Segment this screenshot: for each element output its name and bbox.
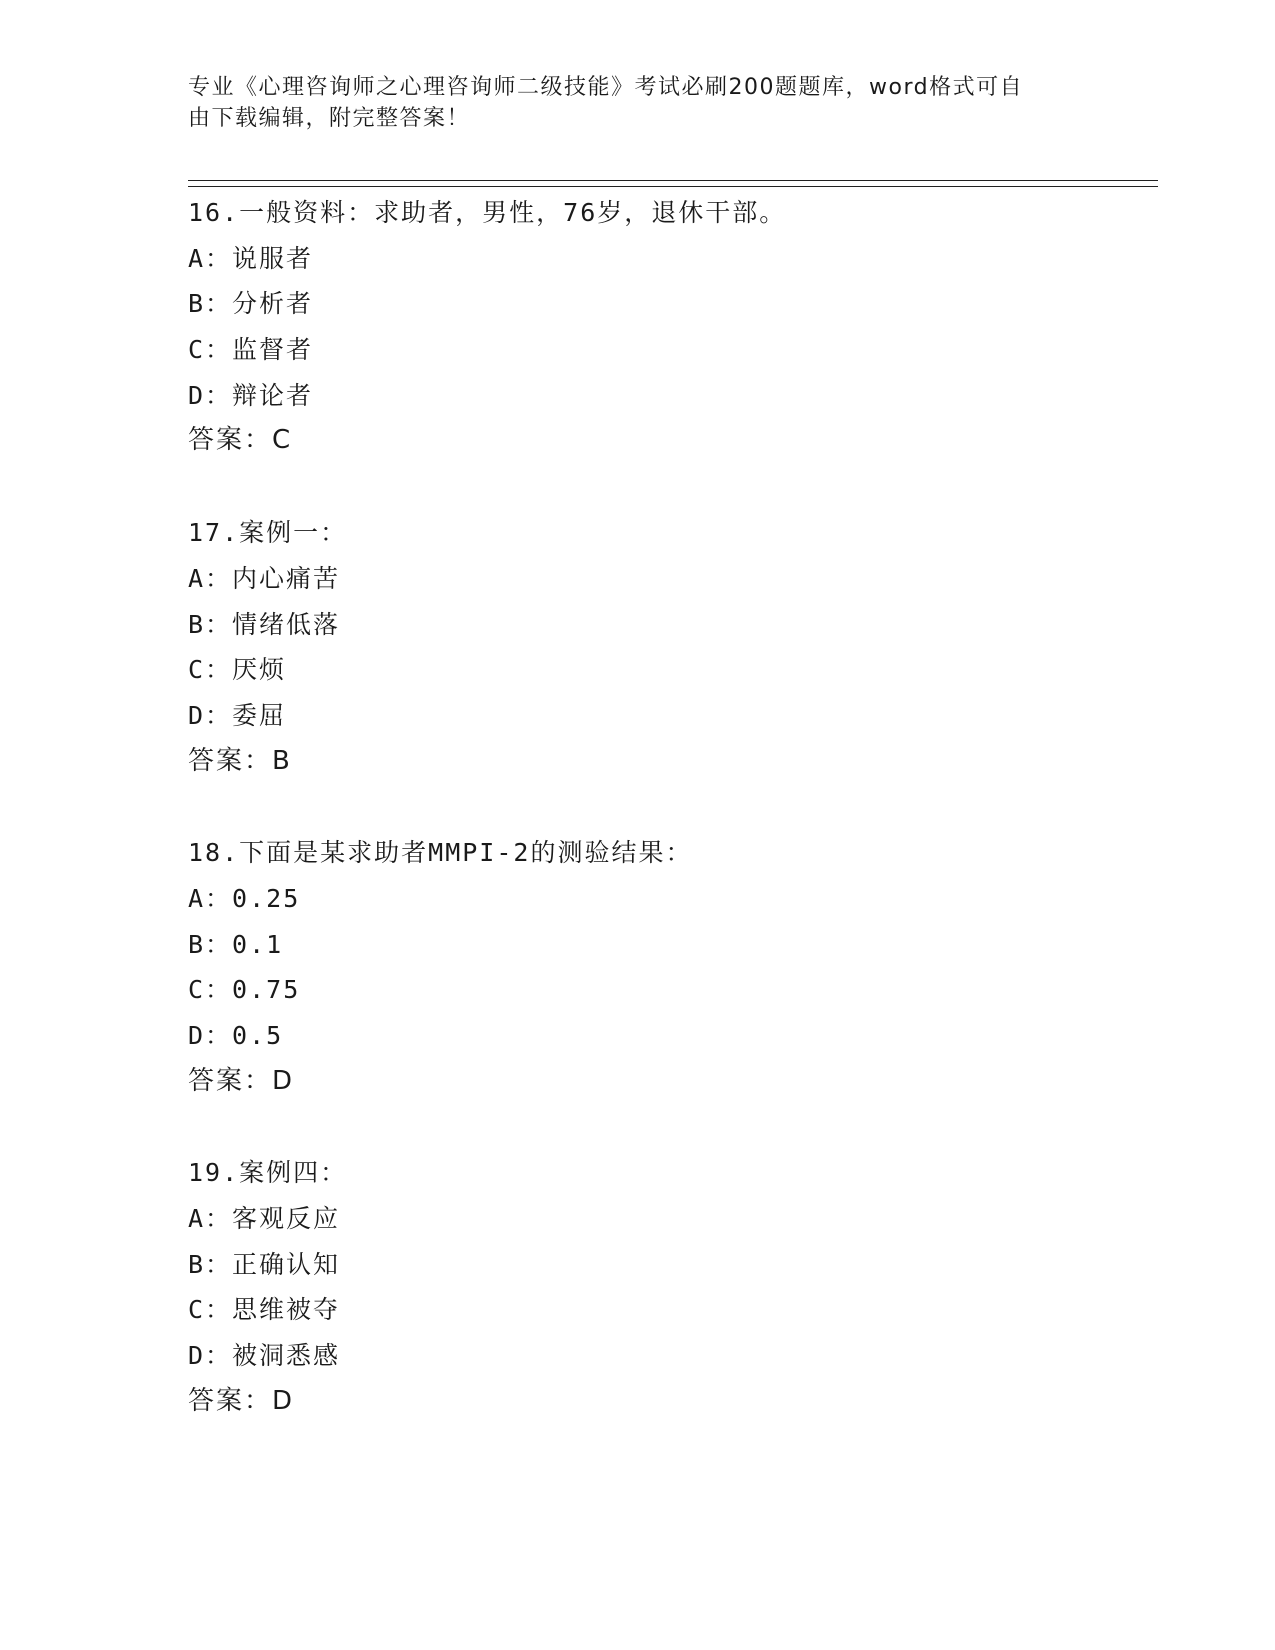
option-b: B：0.1 bbox=[188, 929, 284, 959]
option-d: D：委屈 bbox=[188, 700, 287, 730]
question-19 bbox=[188, 1150, 1158, 1424]
option-a: A：内心痛苦 bbox=[188, 563, 341, 593]
question-stem: 19.案例四： bbox=[188, 1158, 348, 1188]
question-stem: 17.案例一： bbox=[188, 518, 348, 548]
option-b: B：情绪低落 bbox=[188, 609, 341, 639]
question-stem: 16.一般资料：求助者，男性，76岁，退休干部。 bbox=[188, 198, 787, 227]
header-divider-bottom bbox=[188, 186, 1158, 187]
option-a: A：0.25 bbox=[188, 883, 301, 913]
option-c: C：厌烦 bbox=[188, 655, 287, 685]
option-c: C：0.75 bbox=[188, 975, 301, 1005]
question-16 bbox=[188, 190, 1158, 464]
option-b: B：分析者 bbox=[188, 289, 314, 319]
answer-label: 答案：D bbox=[188, 1385, 295, 1416]
option-a: A：说服者 bbox=[188, 243, 314, 273]
answer-label: 答案：C bbox=[188, 425, 293, 456]
option-c: C：思维被夺 bbox=[188, 1295, 341, 1325]
answer-label: 答案：D bbox=[188, 1065, 295, 1096]
question-list bbox=[188, 190, 1158, 1471]
option-a: A：客观反应 bbox=[188, 1204, 341, 1234]
question-17 bbox=[188, 510, 1158, 784]
question-18 bbox=[188, 830, 1158, 1104]
option-c: C：监督者 bbox=[188, 335, 314, 365]
option-d: D：辩论者 bbox=[188, 380, 314, 410]
document-header bbox=[188, 72, 1078, 134]
option-d: D：被洞悉感 bbox=[188, 1341, 341, 1371]
option-d: D：0.5 bbox=[188, 1021, 284, 1050]
answer-label: 答案：B bbox=[188, 745, 292, 776]
question-stem: 18.下面是某求助者MMPI-2的测验结果： bbox=[188, 838, 693, 868]
header-line-2: 由下载编辑，附完整答案！ bbox=[188, 106, 471, 131]
header-line-1: 专业《心理咨询师之心理咨询师二级技能》考试必刷200题题库，word格式可自 bbox=[188, 75, 1024, 100]
header-divider-top bbox=[188, 180, 1158, 181]
option-b: B：正确认知 bbox=[188, 1249, 341, 1279]
